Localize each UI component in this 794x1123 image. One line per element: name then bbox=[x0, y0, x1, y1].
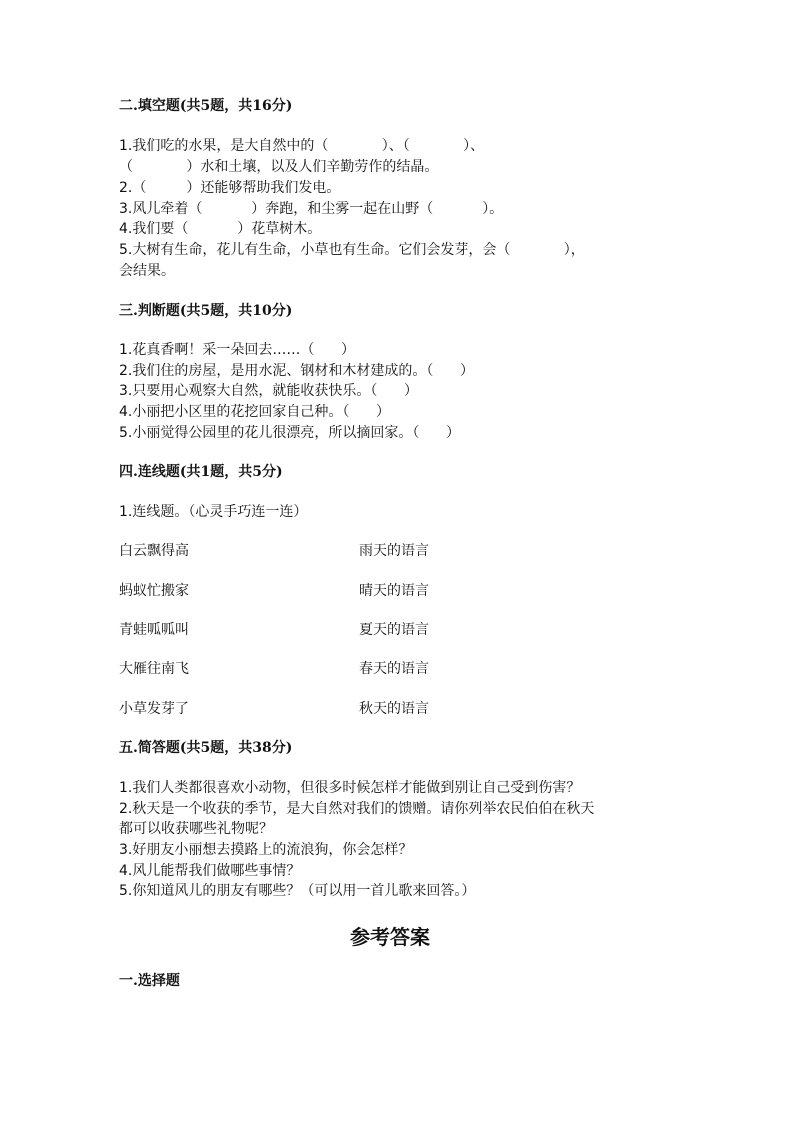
fill-blank-q3: 3.风儿牵着（ ）奔跑，和尘雾一起在山野（ ）。 bbox=[119, 201, 504, 217]
matching-right-item: 晴天的语言 bbox=[359, 583, 429, 599]
matching-left-item: 青蛙呱呱叫 bbox=[119, 622, 189, 638]
matching-left-item: 蚂蚁忙搬家 bbox=[119, 583, 189, 599]
fill-blank-q1-line1: 1.我们吃的水果，是大自然中的（ ）、（ ）、 bbox=[119, 138, 485, 154]
matching-q1: 1.连线题。（心灵手巧连一连） bbox=[119, 504, 308, 520]
true-false-q2: 2.我们住的房屋，是用水泥、钢材和木材建成的。（ ） bbox=[119, 363, 475, 379]
short-answer-q4: 4.风儿能帮我们做哪些事情？ bbox=[119, 863, 301, 879]
section-heading-fill-blank: 二.填空题(共5题，共16分) bbox=[119, 98, 293, 114]
true-false-q4: 4.小丽把小区里的花挖回家自己种。（ ） bbox=[119, 404, 391, 420]
short-answer-q2-line2: 都可以收获哪些礼物呢？ bbox=[119, 821, 273, 837]
fill-blank-q5-line1: 5.大树有生命，花儿有生命，小草也有生命。它们会发芽，会（ ）， bbox=[119, 242, 585, 258]
short-answer-q2-line1: 2.秋天是一个收获的季节，是大自然对我们的馈赠。请你列举农民伯伯在秋天 bbox=[119, 801, 595, 817]
matching-left-item: 白云飘得高 bbox=[119, 543, 189, 559]
short-answer-q5: 5.你知道风儿的朋友有哪些？（可以用一首儿歌来回答。） bbox=[119, 883, 476, 899]
short-answer-q3: 3.好朋友小丽想去摸路上的流浪狗，你会怎样？ bbox=[119, 842, 413, 858]
matching-right-item: 雨天的语言 bbox=[359, 543, 429, 559]
matching-right-item: 春天的语言 bbox=[359, 661, 429, 677]
true-false-q3: 3.只要用心观察大自然，就能收获快乐。（ ） bbox=[119, 383, 419, 399]
fill-blank-q5-line2: 会结果。 bbox=[119, 263, 175, 279]
true-false-q1: 1.花真香啊！采一朵回去……（ ） bbox=[119, 342, 356, 358]
matching-right-item: 夏天的语言 bbox=[359, 622, 429, 638]
matching-left-item: 小草发芽了 bbox=[119, 701, 189, 717]
fill-blank-q4: 4.我们要（ ）花草树木。 bbox=[119, 221, 322, 237]
true-false-q5: 5.小丽觉得公园里的花儿很漂亮，所以摘回家。（ ） bbox=[119, 425, 461, 441]
fill-blank-q2: 2.（ ）还能够帮助我们发电。 bbox=[119, 180, 341, 196]
answer-key-title: 参考答案 bbox=[350, 925, 430, 949]
fill-blank-q1-line2: （ ）水和土壤，以及人们辛勤劳作的结晶。 bbox=[119, 159, 439, 175]
section-heading-short-answer: 五.简答题(共5题，共38分) bbox=[119, 740, 293, 756]
matching-left-item: 大雁往南飞 bbox=[119, 661, 189, 677]
section-heading-matching: 四.连线题(共1题，共5分) bbox=[119, 464, 283, 480]
short-answer-q1: 1.我们人类都很喜欢小动物，但很多时候怎样才能做到别让自己受到伤害？ bbox=[119, 780, 581, 796]
section-heading-true-false: 三.判断题(共5题，共10分) bbox=[119, 303, 293, 319]
matching-right-item: 秋天的语言 bbox=[359, 701, 429, 717]
answer-section-heading-choice: 一.选择题 bbox=[119, 973, 180, 989]
